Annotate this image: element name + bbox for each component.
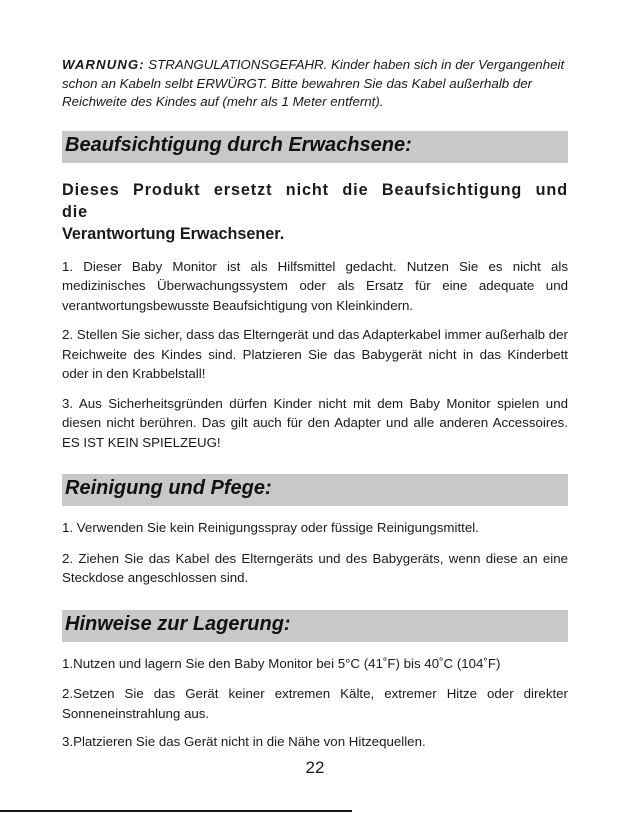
- bottom-divider: [0, 810, 352, 812]
- cleaning-item-2: 2. Ziehen Sie das Kabel des Elterngeräts und des Babygeräts, wenn diese an eine Steckdose angeschlossen sind.: [62, 550, 568, 585]
- section-heading-storage: Hinweise zur Lagerung:: [62, 610, 568, 642]
- storage-item-3: 3.Platzieren Sie das Gerät nicht in die Nähe von Hitzequellen.: [62, 734, 426, 749]
- page-number: 22: [305, 758, 325, 777]
- storage-item-2: 2.Setzen Sie das Gerät keiner extremen Kälte, extremer Hitze oder direkter Sonneneinstrahlung aus.: [62, 686, 568, 721]
- storage-item-1: 1.Nutzen und lagern Sie den Baby Monitor bei 5°C (41˚F) bis 40˚C (104˚F): [62, 655, 501, 671]
- supervision-lead: [62, 179, 568, 245]
- section-heading-supervision: Beaufsichtigung durch Erwachsene:: [62, 131, 568, 163]
- cleaning-item-1: 1. Verwenden Sie kein Reinigungsspray oder füssige Reinigungsmittel.: [62, 520, 479, 535]
- section-heading-cleaning: Reinigung und Pfege:: [62, 474, 568, 506]
- supervision-item-1: 1. Dieser Baby Monitor ist als Hilfsmittel gedacht. Nutzen Sie es nicht als medizinisches Überwachungssystem oder als Ersatz für eine adequate und verantwortungsbewusste Beaufsichtigung von Kleinkindern.: [62, 258, 568, 313]
- supervision-lead-line-1: Dieses Produkt ersetzt nicht die Beaufsichtigung und die: [62, 180, 568, 221]
- manual-page: [62, 56, 568, 752]
- supervision-item-2: 2. Stellen Sie sicher, dass das Elterngerät und das Adapterkabel immer außerhalb der Reichweite des Kindes sind. Platzieren Sie das Babygerät nicht in das Kinderbett oder in den Krabbelstall!: [62, 327, 568, 381]
- strangulation-warning: [62, 56, 568, 112]
- supervision-item-3: 3. Aus Sicherheitsgründen dürfen Kinder nicht mit dem Baby Monitor spielen und diesen nicht berühren. Das gilt auch für den Adapter und alle anderen Accessoires. ES IST KEIN SPIELZEUG!: [62, 395, 568, 450]
- supervision-lead-line-2: Verantwortung Erwachsener.: [62, 224, 285, 243]
- warning-label: WARNUNG:: [62, 57, 145, 72]
- warning-text: STRANGULATIONSGEFAHR. Kinder haben sich in der Vergangenheit schon an Kabeln selbt ERWÜRGT. Bitte bewahren Sie das Kabel außerhalb der Reichweite des Kindes auf (mehr als 1 Meter entfernt).: [62, 57, 565, 109]
